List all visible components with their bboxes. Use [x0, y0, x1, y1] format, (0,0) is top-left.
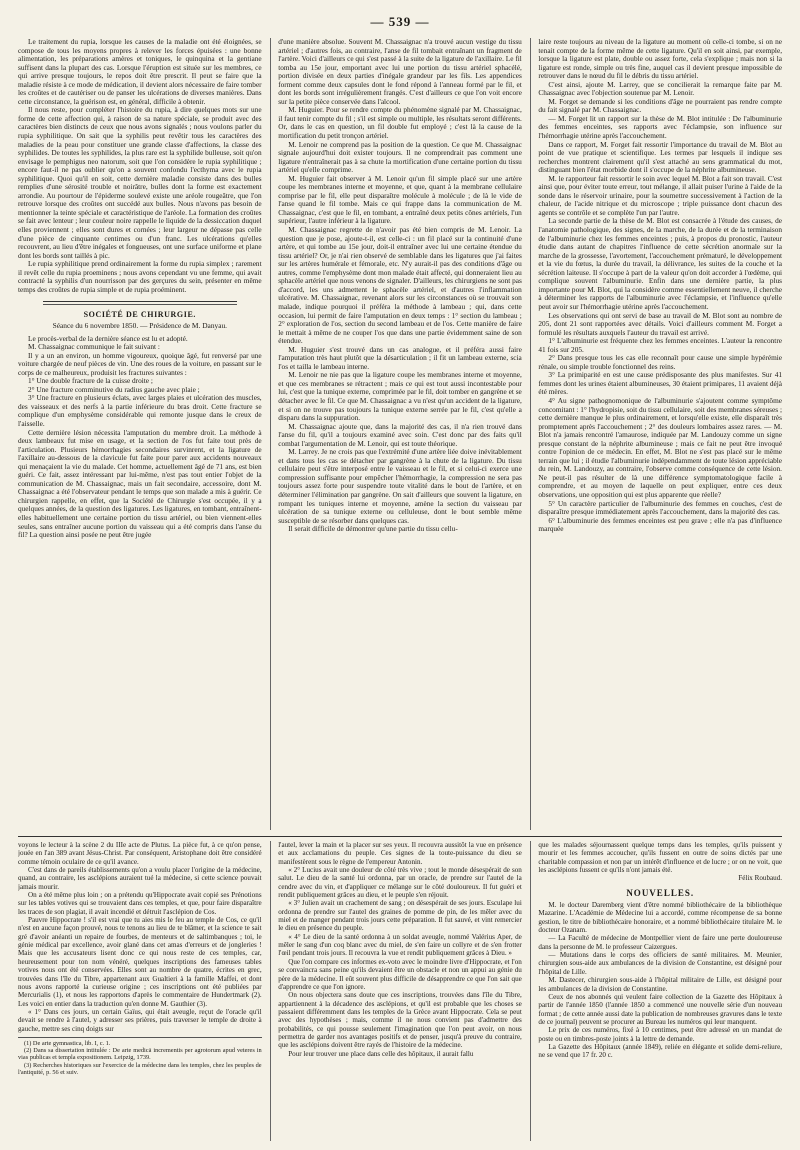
news-item: — La Faculté de médecine de Montpellier vient de faire une perte douloureuse dans la personne de M. le professeur Caizergues.	[538, 934, 783, 951]
paragraph: Dans ce rapport, M. Forget fait ressortir l'importance du travail de M. Blot au point de vue pratique et scientifique. Les termes par lesquels il indique ses recherches montrent clairement qu'il s'est attaché au sens grammatical du mot, distinguant bien l'état morbide dont il s'occupe de la néphrite albumineuse.	[538, 139, 783, 175]
column-divider	[270, 841, 271, 1141]
feuilleton-separator	[18, 836, 782, 837]
section-rule-thin	[43, 304, 237, 305]
paragraph: « 1° Dans ces jours, un certain Gaïus, qui était aveugle, reçut de l'oracle qu'il devait se rendre à l'autel, y adresser ses prières, puis traverser le temple de droite à gauche, mettre ses cinq doigts sur	[18, 1007, 262, 1033]
paragraph: Le traitement du rupia, lorsque les causes de la maladie ont été éloignées, se compose de tous les moyens propres à relever les forces épuisées : une bonne alimentation, les préparations amères et toniques, le quinquina et la gentiane suffisent dans la plupart des cas. Lorsque l'éruption est située sur les membres, ce qui arrive presque toujours, le repos doit être prescrit. Il peut se faire que la maladie résiste à ce mode de médication, il devient alors nécessaire de faire tomber les croûtes et de cautériser ou de panser les ulcérations de diverses manières. Dans cette circonstance, la guérison est, en général, difficile à obtenir.	[18, 38, 262, 106]
paragraph: 1° Une double fracture de la cuisse droite ;	[28, 376, 153, 386]
bottom-column-2	[278, 841, 522, 1141]
news-title: NOUVELLES.	[626, 887, 695, 898]
paragraph: On a été même plus loin ; on a prétendu qu'Hippocrate avait copié ses Prénotions sur les tables votives qui se trouvaient dans ces temples, et que, pour faire disparaître les traces de son plagiat, il avait incendié et détruit l'asclépion de Cos.	[18, 891, 262, 916]
bottom-column-3	[538, 841, 782, 1141]
column-3	[538, 38, 782, 830]
paragraph: M. Lenoir ne comprend pas la position de la question. Ce que M. Chassaignac signale aujourd'hui doit exister toujours. Il ne comprendrait pas comment une ligature n'entraînerait pas à sa chute la mortification d'une certaine portion du tissu artériel qu'elle comprime.	[278, 139, 522, 175]
paragraph: On nous objectera sans doute que ces inscriptions, trouvées dans l'île du Tibre, appartiennent à la décadence des asclépions, et qu'il est probable que les choses se passaient différemment dans les temples de la Grèce avant Hippocrate. Cela se peut avec des hypothèses ; mais, comme il ne nous convient pas d'admettre des probabilités, ce qui pousse seulement l'imagination que l'on peut avoir, on nous permettra de garder nos avantages positifs et de penser, jusqu'à preuve du contraire, que les asclépions doivent être rayés de l'histoire de la médecine.	[278, 991, 522, 1050]
column-divider	[530, 841, 531, 1141]
paragraph: Cette dernière lésion nécessita l'amputation du membre droit. La méthode à deux lambeaux fut mise en usage, et la section de l'os fut faite tout près de l'articulation. Plusieurs hémorrhagies secondaires survinrent, et la ligature de l'axillaire au-dessous de la clavicule fut faite pour parer aux accidents nouveaux qui menaçaient la vie du malade. Cet homme, actuellement âgé de 71 ans, est bien guéri. Ce fait, assez intéressant par lui-même, n'est pas tout entier l'objet de la communication de M. Chassaignac, mais un fait secondaire, accessoire, dont M. Chassaignac a été l'observateur pendant le temps que son malade a mis à guérir. Ce chirurgien rappelle, en effet, que la Société de Chirurgie s'est occupée, il y a quelques années, de la question des ligatures. Les ligatures, en tombant, entraînent-elles habituellement une certaine portion du tissu artériel, ou bien viennent-elles seules, sans entraîner aucune portion du vaisseau qui a été compris dans l'anse du fil? La question ainsi posée ne peut être jugée	[18, 427, 262, 540]
paragraph: voyons le lecteur à la scène 2 du IIIe acte de Plutus. La pièce fut, à ce qu'on pense, jouée en l'an 389 avant Jésus-Christ. Par conséquent, Aristophane doit être considéré comme témoin oculaire de ce qu'il avance.	[18, 841, 262, 866]
paragraph: laire reste toujours au niveau de la ligature au moment où celle-ci tombe, si on ne tenait compte de la forme même de cette ligature. Qu'il en soit ainsi, par exemple, lorsque la ligature est plate, double ou assez forte, cela s'explique ; mais non si la ligature est ronde, simple ou très fine, auquel cas il devient presque impossible de retrouver dans le nœud du fil le débris du tissu artériel.	[538, 38, 783, 81]
column-1	[18, 38, 262, 830]
footnotes	[18, 1037, 262, 1076]
paragraph: C'est ainsi, ajoute M. Larrey, que se concilierait la remarque faite par M. Chassaignac avec l'objection soutenue par M. Lenoir.	[538, 79, 783, 98]
paragraph: M. Chassaignac communique le fait suivant :	[28, 342, 160, 352]
paragraph: l'autel, lever la main et la placer sur ses yeux. Il recouvra aussitôt la vue en présence et aux acclamations du peuple. Ces signes de la toute-puissance du dieu se manifestèrent sous le règne de l'empereur Antonin.	[278, 841, 522, 866]
paragraph: Les observations qui ont servi de base au travail de M. Blot sont au nombre de 205, dont 21 sont rapportées avec détails. Voici d'ailleurs comment M. Forget a formulé les résultats auxquels l'auteur du travail est arrivé.	[538, 310, 783, 337]
paragraph: M. Forget se demande si les conditions d'âge ne pourraient pas rendre compte du fait signalé par M. Chassaignac.	[538, 96, 783, 115]
news-item: M. Dastecer, chirurgien sous-aide à l'hôpital militaire de Lille, est désigné pour les ambulances de la division de Constantine.	[538, 976, 783, 993]
paragraph: que les malades séjournassent quelque temps dans les temples, qu'ils puissent y mourir et les femmes accoucher, qu'ils fussent en outre de soins dictés par une charitable compassion et non par un intérêt d'influence et de lucre ; or on ne voit, que les asclépions fussent ce qu'ils n'ont jamais été.	[538, 841, 783, 875]
paragraph: Pauvre Hippocrate ! s'il est vrai que tu aies mis le feu au temple de Cos, ce qu'il n'est en aucune façon prouvé, nous te tenons au lieu de te blâmer, et la science te sait gré d'avoir anéanti un repaire de fourbes, de menteurs et de saltimbanques ; toi, le génie médical par excellence, avoir glané dans cet amas d'erreurs et de jongleries ! Mais que les accusateurs lisent donc ce qui nous reste de ces temples, car, heureusement pour ton nom vénéré, quelques inscriptions des fameuses tables votives nous ont été conservées. Elles sont au nombre de quatre, écrites en grec, trouvées dans l'île du Tibre, appartenant aux Gualtieri à la famille Maffei, et dont nous avons rapporté la curieuse origine ; ces inscriptions ont été publiées par Mercurialis (1), et nous les rapportons d'après le commentaire de Hundertmark (2). Les voici en entier dans la traduction qu'en donne M. Gauthier (3).	[18, 916, 262, 1008]
paragraph: Pour leur trouver une place dans celle des hôpitaux, il aurait fallu	[288, 1049, 474, 1058]
news-item: Le prix de ces numéros, fixé à 10 centimes, peut être adressé en un mandat de poste ou en timbres-poste joints à la lettre de demande.	[538, 1026, 783, 1043]
paragraph: — M. Forget lit un rapport sur la thèse de M. Blot intitulée : De l'albuminurie des femmes enceintes, ses rapports avec l'éclampsie, son influence sur l'hémorrhagie utérine après l'accouchement.	[538, 113, 783, 141]
column-divider	[270, 38, 271, 830]
column-2	[278, 38, 522, 830]
paragraph: M. Lenoir ne nie pas que la ligature coupe les membranes interne et moyenne, et que ces membranes se rétractent ; mais ce qui est tout aussi incontestable pour lui, c'est que la tunique externe, comprimée par le fil, doit tomber en gangrène et se détacher avec le fil. Ce que M. Chassaignac a vu n'est qu'un accident de la ligature, et si on ne trouve pas toujours la tunique externe serrée par le fil, c'est qu'elle a disparu dans la suppuration.	[278, 370, 522, 423]
paragraph: Le procès-verbal de la dernière séance est lu et adopté.	[28, 333, 188, 343]
paragraph: M. Larrey. Je ne crois pas que l'extrémité d'une artère liée doive inévitablement et dans tous les cas se détacher par gangrène à la chute de la ligature. Du tissu cellulaire peut s'être interposé entre le vaisseau et le fil, et si celui-ci exerce une compression suffisante pour empêcher l'hémorrhagie, la compression ne sera pas toujours assez forte pour suspendre toute vitalité dans le bout de l'artère, et en déterminer l'élimination par gangrène. On sait d'ailleurs que souvent la ligature, en rompant les tuniques interne et moyenne, amène la section du vaisseau par ulcération de sa tunique externe ou celluleuse, dont le bout semble même susceptible de se résorber dans quelques cas.	[278, 447, 522, 525]
paragraph: M. Chassaignac ajoute que, dans la majorité des cas, il n'a rien trouvé dans l'anse du fil, qu'il a toujours examiné avec soin. C'est donc par des faits qu'il combat l'argumentation de M. Lenoir, qui est toute théorique.	[278, 421, 522, 448]
paragraph: Le rupia syphilitique prend ordinairement la forme du rupia simplex ; rarement il revêt celle du rupia proeminens ; nous avons cependant vu une femme, qui avait contracté la syphilis d'un nourrisson par des gerçures du sein, présenter en même temps des croûtes de rupia simple et de rupia proéminent.	[18, 259, 262, 294]
page-number: — 539 —	[370, 14, 430, 29]
paragraph: 6° L'albuminurie des femmes enceintes est peu grave ; elle n'a pas d'influence marquée	[538, 515, 783, 534]
news-item: Ceux de nos abonnés qui veulent faire collection de la Gazette des Hôpitaux à partir de l'année 1850 (l'année 1850 a commencé une nouvelle série d'un nouveau format ; de cette année aussi date la publication de nombreuses gravures dans le texte de ce journal) peuvent se procurer au Bureau les numéros qui leur manquent.	[538, 992, 783, 1026]
news-item: — Mutations dans le corps des officiers de santé militaires. M. Meunier, chirurgien sous-aide aux ambulances de la division de Constantine, est désigné pour l'hôpital de Lille.	[538, 951, 783, 976]
top-columns	[18, 38, 782, 830]
paragraph: « 2° Lucius avait une douleur de côté très vive ; tout le monde désespérait de son salut. Le dieu de la santé lui ordonna, par un oracle, de prendre sur l'autel de la cendre avec du vin, et d'appliquer ce mélange sur le côté douloureux. Il fut guéri et rendit publiquement grâces au dieu, et le peuple s'en réjouit.	[278, 866, 522, 900]
news-item: La Gazette des Hôpitaux (année 1849), reliée en élégante et solide demi-reliure, ne se vend que 17 fr. 20 c.	[538, 1042, 783, 1060]
footnote: (3) Recherches historiques sur l'exercice de la médecine dans les temples, chez les peuples de l'antiquité, p. 56 et suiv.	[18, 1061, 262, 1076]
section-rule	[43, 301, 237, 302]
column-divider	[530, 38, 531, 830]
section-title: SOCIÉTÉ DE CHIRURGIE.	[83, 310, 196, 320]
paragraph: La seconde partie de la thèse de M. Blot est consacrée à l'étude des causes, de l'anatomie pathologique, des signes, de la marche, de la durée et de la terminaison de l'albuminurie chez les femmes enceintes ; puis, à propos du pronostic, l'auteur étudie dans autant de chapitres l'influence de cette sécrétion anormale sur la marche de la grossesse, l'avortement, l'accouchement prématuré, le développement et la vie du fœtus, la durée du travail, la délivrance, les suites de la couche et la sécrétion laiteuse. Il s'occupe à part de la valeur qu'on doit accorder à l'œdème, qui complique souvent l'albuminurie. Enfin dans une dernière partie, la plus importante pour M. Blot, qui la considère comme essentiellement neuve, il cherche à déterminer les rapports de l'albuminurie avec l'éclampsie, et l'influence qu'elle peut avoir sur l'hémorrhagie utérine après l'accouchement.	[538, 216, 783, 311]
paragraph: 4° Au signe pathognomonique de l'albuminurie s'ajoutent comme symptôme concomitant : 1° l'hydropisie, soit du tissu cellulaire, soit des membranes séreuses ; cette dernière manque le plus ordinairement, et lorsqu'elle existe, elle disparaît très promptement après l'accouchement ; 2° des douleurs lombaires assez rares. — M. Blot n'a jamais rencontré l'amaurose, indiquée par M. Landouzy comme un signe presque constant de la néphrite albumineuse ; mais ce fait ne peut être invoqué contre l'opinion de ce médecin. En effet, M. Blot ne s'est pas placé sur le même terrain que lui ; il étudie l'albuminurie indépendamment de toute lésion appréciable du rein, M. Landouzy, au contraire, l'observe comme conséquence de cette lésion. Ne peut-il pas résulter de là une différence symptomatologique facile à comprendre, et au moyen de laquelle on peut expliquer, entre ces deux observations, une opposition qui est plus apparente que réelle?	[538, 395, 783, 499]
footnote: (2) Dans sa dissertation intitulée : De arte medicā incrementis per agrotorum apud veteres in vias publicas et templa expositionem. Leipzig, 1739.	[18, 1047, 262, 1062]
paragraph: C'est dans de pareils établissements qu'on a voulu placer l'origine de la médecine, quand, au contraire, les asclépions auraient tué la médecine, si cette science pouvait jamais mourir.	[18, 866, 262, 891]
paragraph: d'une manière absolue. Souvent M. Chassaignac n'a trouvé aucun vestige du tissu artériel ; d'autres fois, au contraire, l'anse de fil tombait entraînant un fragment de l'artère. Voici d'ailleurs ce qui s'est passé à la suite de la ligature de l'axillaire. Le fil tomba au 15e jour, emportant avec lui une portion du tissu artériel sphacélé, portion divisée en deux parties d'inégale grandeur par les fils. Les appendices forment comme deux capsules dont le fond répond à l'anneau formé par le fil, et dont les bords sont irrégulièrement frangés. C'est d'ailleurs ce que l'on voit encore sur la petite pièce conservée dans l'alcool.	[278, 38, 522, 106]
footnote: (1) De arte gymnastica, lib. I, c. 1.	[24, 1039, 111, 1047]
author-signature: Félix Roubaud.	[738, 874, 783, 883]
paragraph: Il nous reste, pour compléter l'histoire du rupia, à dire quelques mots sur une forme de cette affection qui, à raison de sa nature spéciale, se produit avec des caractères bien distincts de ceux que nous avons signalés ; nous voulons parler du rupia syphilitique. On sait que la syphilis peut revêtir tous les caractères des maladies de la peau pour constituer une grande classe d'affections, la classe des syphilides. De toutes les syphilides, la plus rare est la syphilide bulleuse, soit qu'on envisage le pemphigus neo natorum, soit que l'on considère le rupia syphilitique ; encore faut-il ne pas oublier qu'on a souvent confondu l'ecthyma avec le rupia syphilitique. Quoi qu'il en soit, cette dernière maladie consiste dans des bulles remplies d'une sérosité trouble et noirâtre, bulles dont la forme est exactement arrondie. Au pourtour de l'épiderme soulevé existe une aréole rougeâtre, que l'on retrouve lorsque des croûtes ont succédé aux bulles. Nous n'avons pas besoin de mentionner la teinte spéciale et caractéristique de l'aréole. La formation des croûtes se fait avec lenteur ; leur couleur noire rappelle le liquide de la dessiccation duquel elles proviennent ; elles sont dures et cornées ; leur largeur ne dépasse pas celle d'une pièce de cinquante centimes ou d'un franc. Les ulcérations qu'elles recouvrent, au lieu d'être inégales et fongueuses, ont une surface uniforme et plane dont les bords sont taillés à pic.	[18, 105, 262, 260]
paragraph: M. Huguier. Pour se rendre compte du phénomène signalé par M. Chassaignac, il faut tenir compte du fil ; s'il est simple ou multiple, les résultats seront différents. Or, dans le cas en question, un fil double fut employé ; c'est là la cause de la mortification du petit tronçon artériel.	[278, 105, 522, 141]
paragraph: 2° Une fracture comminutive du radius gauche avec plaie ;	[28, 384, 200, 394]
paragraph: « 3° Julien avait un crachement de sang ; on désespérait de ses jours. Esculape lui ordonna de prendre sur l'autel des graines de pomme de pin, de les mêler avec du miel et de manger pendant trois jours cette préparation. Il fut sauvé, et vint remercier le dieu en présence du peuple.	[278, 899, 522, 933]
paragraph: M. Huguier s'est trouvé dans un cas analogue, et il préféra aussi faire l'amputation très haut plutôt que la désarticulation ; il fit un lambeau externe, scia l'os et tailla le lambeau interne.	[278, 344, 522, 371]
paragraph: 3° Une fracture en plusieurs éclats, avec larges plaies et ulcération des muscles, des vaisseaux et des nerfs à la partie inférieure du bras droit. Cette fracture se complique d'un emphysème considérable qui remonte jusque dans le creux de l'aisselle.	[18, 393, 262, 428]
bottom-columns	[18, 841, 782, 1141]
bottom-column-1	[18, 841, 262, 1141]
paragraph: Que l'on compare ces informes ex-voto avec le moindre livre d'Hippocrate, et l'on se convaincra sans peine qu'ils devaient être un obstacle et non un appui au génie du père de la médecine. Il eût souvent plus difficile de désapprendre ce que l'on sait que d'apprendre ce que l'on ignore.	[278, 957, 522, 991]
paragraph: 2° Dans presque tous les cas elle reconnaît pour cause une simple hypérémie rénale, ou simple trouble fonctionnel des reins.	[538, 353, 783, 371]
paragraph: M. le rapporteur fait ressortir le soin avec lequel M. Blot a fait son travail. C'est ainsi que, pour éviter toute erreur, tout mélange, il allait puiser l'urine à l'aide de la sonde dans le réservoir urinaire, pour la soumettre successivement à l'action de la chaleur, de l'acide nitrique et du microscope ; triple puissance dont chacun des agents se contrôle et se complète l'un par l'autre.	[538, 173, 783, 217]
paragraph: « 4° Le dieu de la santé ordonna à un soldat aveugle, nommé Valérius Aper, de mêler le sang d'un coq blanc avec du miel, de s'en faire un collyre et de s'en frotter l'œil pendant trois jours. Il recouvra la vue et rendit publiquement grâces à Dieu. »	[278, 932, 522, 958]
news-item: M. le docteur Daremberg vient d'être nommé bibliothécaire de la bibliothèque Mazarine. L'Académie de Médecine lui a accordé, comme récompense de sa bonne gestion, le titre de bibliothécaire honoraire, et a nommé bibliothécaire titulaire M. le docteur Ozanam.	[538, 901, 783, 935]
paragraph: 1° L'albuminurie est fréquente chez les femmes enceintes. L'auteur la rencontre 41 fois sur 205.	[538, 336, 783, 354]
paragraph: Il y a un an environ, un homme vigoureux, quoique âgé, fut renversé par une voiture chargée de neuf pièces de vin. Une des roues de la voiture, en passant sur le corps de ce malheureux, produisit les fractures suivantes :	[18, 350, 262, 377]
paragraph: Il serait difficile de démontrer qu'une partie du tissu cellu-	[288, 524, 458, 534]
paragraph: 5° Un caractère particulier de l'albuminurie des femmes en couches, c'est de disparaître presque immédiatement après l'accouchement, dans la majorité des cas.	[538, 498, 783, 517]
paragraph: 3° La primiparité en est une cause prédisposante des plus manifestes. Sur 41 femmes dont les urines étaient albumineuses, 30 étaient primipares, 11 avaient déjà été mères.	[538, 370, 783, 397]
paragraph: M. Huguier fait observer à M. Lenoir qu'un fil simple placé sur une artère coupe les membranes interne et moyenne, et que, quant à la membrane cellulaire comprise par le fil, elle peut disparaître molécule à molécule ; de là le vide de l'anse quand le fil tombe. Mais ce qui frappe dans la communication de M. Chassaignac, c'est que le fil, en tombant, a entraîné deux petits cônes artériels, l'un supérieur, l'autre inférieur à la ligature.	[278, 173, 522, 226]
seance-line: Séance du 6 novembre 1850. — Présidence de M. Danyau.	[52, 320, 228, 330]
paragraph: M. Chassaignac regrette de n'avoir pas été bien compris de M. Lenoir. La question que je pose, ajoute-t-il, est celle-ci : un fil placé sur la continuité d'une artère, et qui tombe au 15e jour, doit-il entraîner avec lui une certaine étendue du tissu artériel? Or, je n'ai rien observé de semblable dans les ligatures que j'ai faites sur les artères humérale et fémorale, etc. N'y aurait-il pas des conditions d'âge ou autres, comme l'emphysème dont mon malade était affecté, qui donneraient lieu au sphacèle artériel que nous venons de signaler. D'ailleurs, les chirurgiens ne sont pas d'accord, les uns admettent le sphacèle artériel, et d'autres l'inflammation ulcérative. M. Chassaignac, revenant alors sur les circonstances où se trouvait son malade, indique pourquoi il préféra la méthode à lambeau ; qui, dans cette occasion, lui permit de faire l'amputation en deux temps : 1° section du lambeau ; 2° exploration de l'os, section du second lambeau et de l'os. Cette manière de faire le mettait à même de ne couper l'os que dans une partie évidemment saine de son étendue.	[278, 225, 522, 346]
